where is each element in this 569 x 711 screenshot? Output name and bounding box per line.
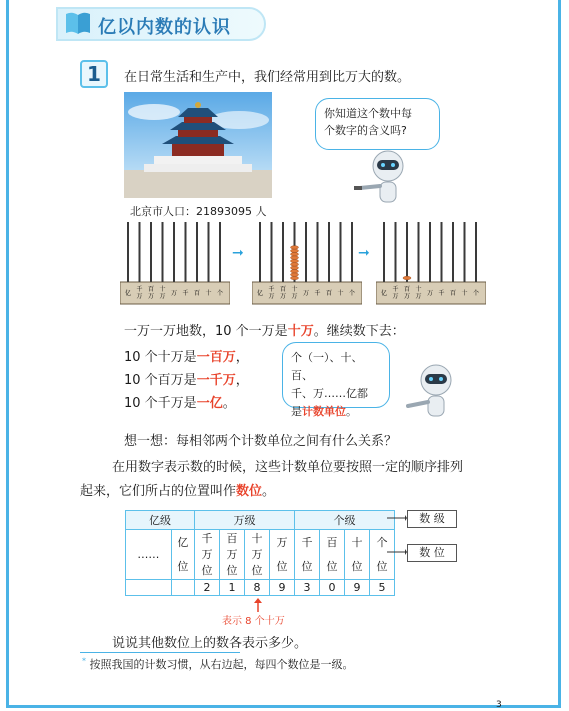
abacus-label: 千 [438,290,445,297]
abacus-bead [291,266,299,269]
row-text: 10 个百万是 [124,373,197,388]
abacus-bead [291,259,299,262]
position-cell [345,530,370,580]
digit-cell [126,580,172,596]
arrow-right-icon: ➞ [232,245,244,261]
abacus-label: 千万 [136,286,143,300]
digit-cell: 3 [295,580,320,596]
abacus-label: 百 [449,290,457,297]
bubble-line-2: 个数字的含义吗? [324,124,407,137]
abacus-3 [376,220,486,306]
counting-text-b: 。继续数下去： [313,324,405,339]
position-cell [245,530,270,580]
abacus-rod [305,222,307,282]
pos-char: 万 [276,535,288,549]
para-red: 数位 [236,484,263,499]
abacus-bead [291,273,299,276]
abacus-bead [291,263,299,266]
digit-annotation: 表示 8 个十万 [222,616,285,627]
abacus-bead [291,249,299,252]
abacus-label: 百 [325,290,333,297]
digit-cell: 2 [195,580,220,596]
position-cell [195,530,220,580]
abacus-rod [196,222,198,282]
abacus-rod [429,222,431,282]
abacus-rod [282,222,284,282]
abacus-1 [120,220,230,306]
group-header: 个级 [295,511,395,530]
abacus-label: 百万 [403,286,411,300]
abacus-rod [395,222,397,282]
abacus-2 [252,220,362,306]
abacus-label: 十 [205,290,212,297]
abacus-rod [150,222,152,282]
abacus-label: 万 [302,290,310,297]
abacus-rod [185,222,187,282]
note-line-2: 千、万……亿都 [291,387,368,400]
abacus-rod [475,222,477,282]
pos-char: 十 [351,535,363,549]
abacus-label: 十万 [415,286,422,300]
arrow-right-icon: ➞ [358,245,370,261]
example-number: 1 [80,60,108,88]
counting-line [124,320,405,339]
row-red: 一百万 [196,350,236,365]
example-intro: 在日常生活和生产中，我们经常用到比万大的数。 [124,70,411,85]
abacus-bead [291,253,299,256]
para-line-2 [80,480,275,499]
page-title: 亿以内数的认识 [98,17,231,38]
note-punct: 。 [346,405,357,418]
abacus-label: 万 [170,290,178,297]
abacus-bead [291,246,299,249]
abacus-rod [271,222,273,282]
abacus-label: 百万 [279,286,287,300]
pos-char: 百 [226,531,238,545]
pos-char: 万 [251,547,263,561]
abacus-label: 万 [426,290,434,297]
pos-char: 个 [376,535,388,549]
pos-char: 位 [276,559,288,573]
abacus-label: 千万 [268,286,275,300]
footnote-text: 按照我国的计数习惯，从右边起，每四个数位是一级。 [89,658,354,671]
counting-row-1 [124,346,249,365]
pos-char: 万 [201,547,213,561]
note-text: 是 [291,405,302,418]
para-punct: 。 [262,484,276,499]
abacus-label: 亿 [380,290,388,297]
abacus-label: 千万 [392,286,399,300]
abacus-rod [464,222,466,282]
abacus-label: 十万 [159,286,166,300]
label-connectors [387,512,407,562]
abacus-bead [403,276,411,279]
abacus-rod [127,222,129,282]
think-prompt: 想一想：每相邻两个计数单位之间有什么关系？ [124,434,398,449]
pos-char: 百 [326,535,338,549]
abacus-label: 千 [314,290,321,297]
position-cell [320,530,345,580]
pos-char: 位 [351,559,363,573]
robot-icon [350,148,410,210]
abacus-label: 十万 [291,286,298,300]
level-label: 数 级 [407,510,457,528]
row-text: 10 个十万是 [124,350,197,365]
pos-char: 千 [201,531,213,545]
digit-cell: 9 [345,580,370,596]
digit-cell [171,580,194,596]
abacus-label: 十 [461,290,468,297]
row-punct: ， [235,350,249,365]
para-text: 起来，它们所占的位置叫作 [80,484,237,499]
say-prompt: 说说其他数位上的数各表示多少。 [112,636,308,651]
row-red: 一亿 [196,396,223,411]
pos-char: 位 [226,563,238,577]
abacus-rod [406,222,408,282]
abacus-rod [441,222,443,282]
footnote: * 按照我国的计数习惯，从右边起，每四个数位是一级。 [82,656,354,671]
pos-char: 万 [226,547,238,561]
digit-cell: 0 [320,580,345,596]
pos-char: 位 [301,559,313,573]
digit-cell: 9 [270,580,295,596]
robot-icon [400,362,458,422]
abacus-rod [139,222,141,282]
robot-note-bubble [282,342,390,418]
bubble-line-1: 你知道这个数中每 [324,107,412,120]
pos-char: 位 [326,559,338,573]
book-icon [64,10,92,36]
position-label: 数 位 [407,544,457,562]
group-header: 亿级 [126,511,195,530]
counting-red: 十万 [287,324,314,339]
temple-of-heaven-photo [124,92,272,198]
note-line-3 [291,403,381,421]
abacus-label: 百万 [147,286,155,300]
digit-cell: 8 [245,580,270,596]
para-line-1: 在用数字表示数的时候，这些计数单位要按照一定的顺序排列 [112,460,464,475]
abacus-rod [208,222,210,282]
pos-char: 位 [177,559,189,573]
abacus-bead [291,276,299,279]
abacus-rod [340,222,342,282]
row-punct: 。 [222,396,236,411]
arrow-up-icon [253,598,263,612]
abacus-label: 个 [472,290,480,297]
group-header: 万级 [195,511,295,530]
abacus-rod [452,222,454,282]
position-cell [220,530,245,580]
abacus-rod [317,222,319,282]
pos-char: 位 [376,559,388,573]
page-number: 3 [496,700,502,710]
counting-text-a: 一万一万地数，10 个一万是 [124,324,288,339]
abacus-bead [291,270,299,273]
pos-char: 十 [251,531,263,545]
photo-caption: 北京市人口：21893095 人 [130,205,267,218]
pos-char: 亿 [177,535,189,549]
abacus-label: 千 [182,290,189,297]
abacus-rod [383,222,385,282]
abacus-label: 十 [337,290,344,297]
counting-row-2 [124,369,249,388]
pos-char: 千 [301,535,313,549]
footnote-divider [80,652,240,653]
row-red: 一千万 [196,373,236,388]
abacus-rod [328,222,330,282]
abacus-label: 亿 [124,290,132,297]
abacus-rod [219,222,221,282]
abacus-rod [162,222,164,282]
abacus-bead [291,256,299,259]
abacus-label: 个 [216,290,224,297]
digit-cell: 5 [370,580,395,596]
abacus-rod [351,222,353,282]
position-cell [295,530,320,580]
pos-char: 位 [201,563,213,577]
note-red: 计数单位 [302,405,346,418]
pos-char: 位 [251,563,263,577]
note-line-1: 个（一）、十、百、 [291,351,363,382]
position-cell [171,530,194,580]
abacus-rod [418,222,420,282]
row-punct: ， [235,373,249,388]
robot-speech-bubble [315,98,440,150]
place-value-table [125,510,395,596]
abacus-rod [259,222,261,282]
ellipsis-cell: …… [126,530,172,580]
abacus-rod [173,222,175,282]
abacus-label: 百 [193,290,201,297]
abacus-label: 亿 [256,290,264,297]
position-cell [270,530,295,580]
counting-row-3 [124,392,236,411]
digit-cell: 1 [220,580,245,596]
abacus-label: 个 [348,290,356,297]
row-text: 10 个千万是 [124,396,197,411]
